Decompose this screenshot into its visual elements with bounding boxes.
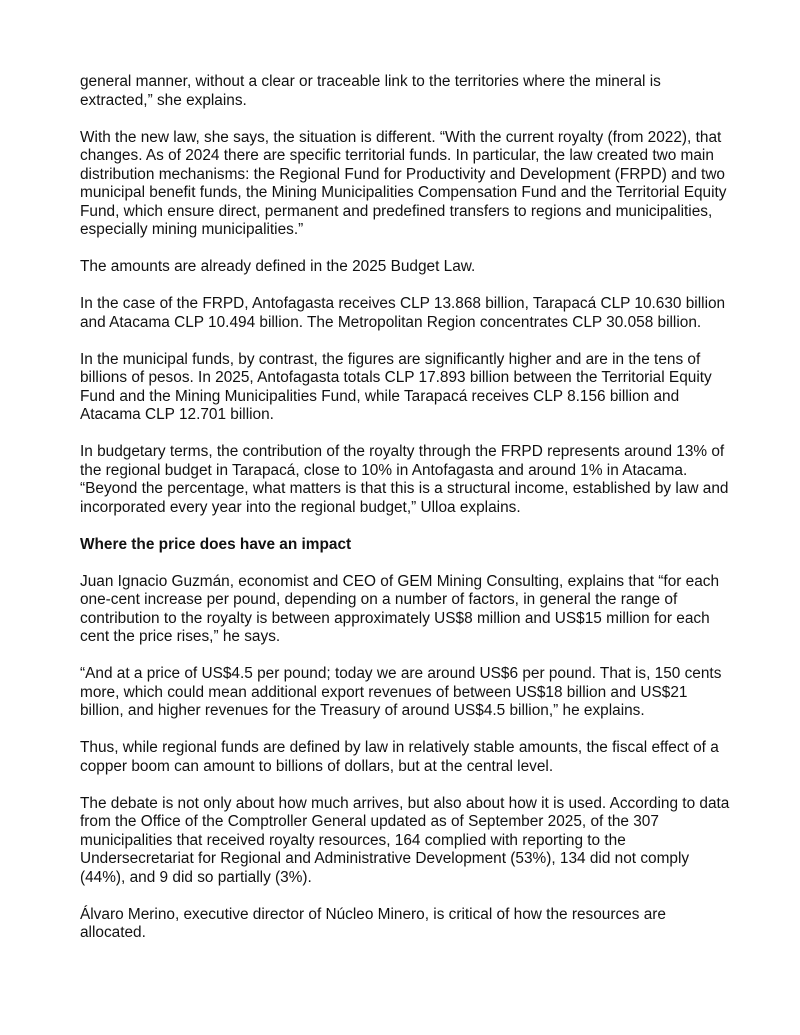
paragraph-budgetary-terms: In budgetary terms, the contribution of the royalty through the FRPD represents around 13% of the regional budget in Tarapacá, close to 10% in Antofagasta and around 1% in Atacama. “Beyond the percentage, what matters is that this is a structural income, established by law and incorporated every year into the regional budget,” Ulloa explains. xyxy=(80,443,729,516)
paragraph-price-per-pound: “And at a price of US$4.5 per pound; today we are around US$6 per pound. That is, 150 cents more, which could mean additional export revenues of between US$18 billion and US$21 billion, and higher revenues for the Treasury of around US$4.5 billion,” he explains. xyxy=(80,665,722,719)
section-subheading: Where the price does have an impact xyxy=(80,535,352,553)
paragraph-fiscal-effect: Thus, while regional funds are defined by law in relatively stable amounts, the fiscal effect of a copper boom can amount to billions of dollars, but at the central level. xyxy=(80,739,719,775)
paragraph-budget-law: The amounts are already defined in the 2025 Budget Law. xyxy=(80,258,476,275)
paragraph-municipal-funds: In the municipal funds, by contrast, the figures are significantly higher and are in the tens of billions of pesos. In 2025, Antofagasta totals CLP 17.893 billion between the Territorial Equity Fund and the Mining Municipalities Fund, while Tarapacá receives CLP 8.156 billion and Atacama CLP 12.701 billion. xyxy=(80,350,712,423)
paragraph-comptroller-data: The debate is not only about how much arrives, but also about how it is used. According to data from the Office of the Comptroller General updated as of September 2025, of the 307 municipalities that received royalty resources, 164 complied with reporting to the Undersecretariat for Regional and Administrative Development (53%), 134 did not comply (44%), and 9 did so partially (3%). xyxy=(80,794,730,886)
paragraph-new-law: With the new law, she says, the situation is different. “With the current royalty (from 2022), that changes. As of 2024 there are specific territorial funds. In particular, the law created two main distribution mechanisms: the Regional Fund for Productivity and Development (FRPD) and two municipal benefit funds, the Mining Municipalities Compensation Fund and the Territorial Equity Fund, which ensure direct, permanent and predefined transfers to regions and municipalities, especially mining municipalities.” xyxy=(80,128,727,238)
paragraph-intro-quote-end: general manner, without a clear or traceable link to the territories where the mineral is extracted,” she explains. xyxy=(80,73,661,109)
paragraph-frpd-amounts: In the case of the FRPD, Antofagasta receives CLP 13.868 billion, Tarapacá CLP 10.630 billion and Atacama CLP 10.494 billion. The Metropolitan Region concentrates CLP 30.058 billion. xyxy=(80,295,726,331)
paragraph-guzman-quote: Juan Ignacio Guzmán, economist and CEO of GEM Mining Consulting, explains that “for each one-cent increase per pound, depending on a number of factors, in general the range of contribution to the royalty is between approximately US$8 million and US$15 million for each cent the price rises,” he says. xyxy=(80,572,720,645)
paragraph-merino: Álvaro Merino, executive director of Núcleo Minero, is critical of how the resources are allocated. xyxy=(80,905,666,941)
document-page xyxy=(80,73,730,961)
